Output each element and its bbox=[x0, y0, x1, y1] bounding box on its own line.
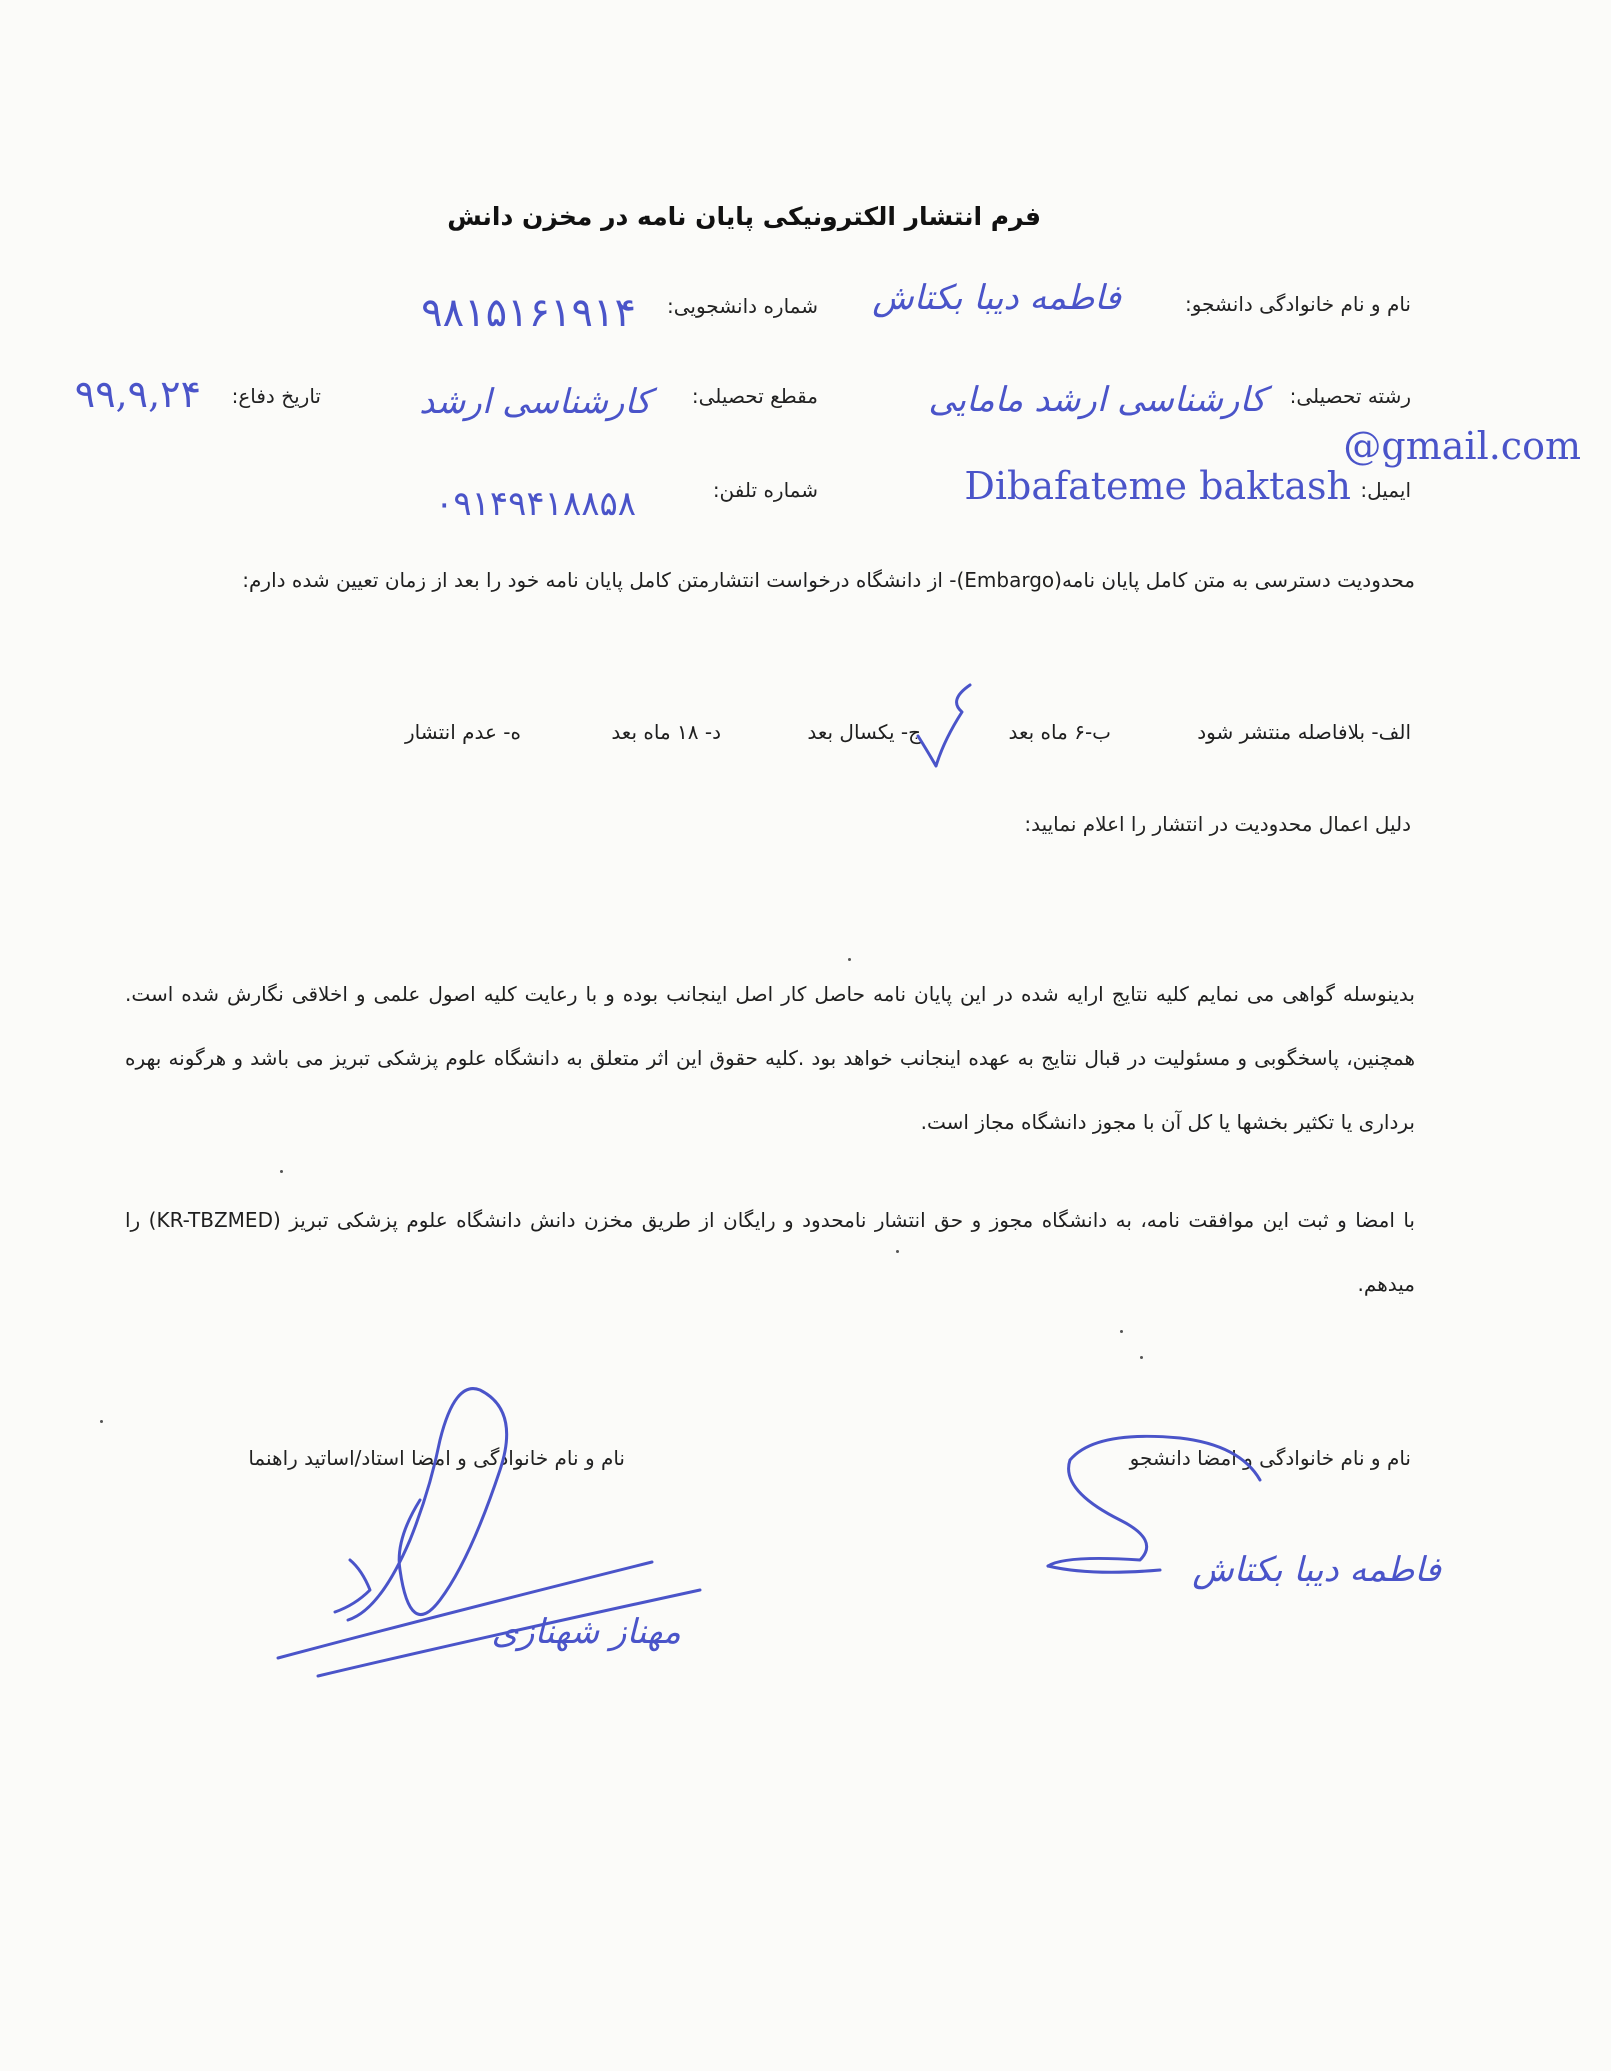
student-id-label: شماره دانشجویی: bbox=[667, 294, 818, 318]
email-handwritten: Dibafateme baktash bbox=[964, 464, 1351, 508]
student-name-label: نام و نام خانوادگی دانشجو: bbox=[1184, 292, 1411, 316]
scan-speck bbox=[1120, 1330, 1123, 1333]
email-label: ایمیل: bbox=[1360, 478, 1411, 502]
scan-speck bbox=[1140, 1356, 1143, 1359]
student-signature-label: نام و نام خانوادگی و امضا دانشجو bbox=[1129, 1446, 1411, 1470]
defense-date-handwritten: ۹۹,۹,۲۴ bbox=[74, 372, 201, 416]
check-mark-icon bbox=[918, 685, 970, 766]
embargo-text: محدودیت دسترسی به متن کامل پایان نامه(Embargo)- از دانشگاه درخواست انتشارمتن کامل پایان نامه خود را بعد از زمان تعیین شده دارم: bbox=[242, 568, 1415, 592]
reason-label: دلیل اعمال محدودیت در انتشار را اعلام نمایید: bbox=[1024, 812, 1411, 836]
option-6-months[interactable]: ب-۶ ماه بعد bbox=[1008, 720, 1111, 744]
scan-speck bbox=[100, 1420, 103, 1423]
scan-speck bbox=[896, 1250, 899, 1253]
form-title: فرم انتشار الکترونیکی پایان نامه در مخزن دانش bbox=[447, 202, 1041, 231]
consent-text: با امضا و ثبت این موافقت نامه، به دانشگاه مجوز و حق انتشار نامحدود و رایگان از طریق مخزن دانش دانشگاه علوم پزشکی تبریز (KR-TBZMED) را میدهم. bbox=[125, 1208, 1415, 1296]
option-no-publish[interactable]: ه- عدم انتشار bbox=[405, 720, 521, 744]
student-name-handwritten: فاطمه دیبا بکتاش bbox=[872, 278, 1121, 318]
student-id-handwritten: ۹۸۱۵۱۶۱۹۱۴ bbox=[421, 290, 636, 336]
certification-text: بدینوسله گواهی می نمایم کلیه نتایج ارایه شده در این پایان نامه حاصل کار اصل اینجانب بوده و با رعایت کلیه اصول علمی و اخلاقی نگارش شده است. همچنین، پاسخگوبی و مسئولیت در قبال نتایج به عهده اینجانب خواهد بود .کلیه حقوق این اثر متعلق به دانشگاه علوم پزشکی تبریز می باشد و هرگونه بهره برداری یا تکثیر بخشها یا کل آن با مجوز دانشگاه مجاز است. bbox=[125, 982, 1415, 1134]
email-domain-handwritten: @gmail.com bbox=[1343, 424, 1581, 468]
student-signature-icon bbox=[1048, 1436, 1260, 1566]
option-18-months[interactable]: د- ۱۸ ماه بعد bbox=[611, 720, 721, 744]
defense-date-label: تاریخ دفاع: bbox=[231, 384, 321, 408]
degree-handwritten: کارشناسی ارشد bbox=[419, 382, 651, 422]
scan-speck bbox=[848, 958, 851, 961]
phone-label: شماره تلفن: bbox=[712, 478, 818, 502]
advisor-signature-label: نام و نام خانوادگی و امضا استاد/اساتید راهنما bbox=[248, 1446, 625, 1470]
degree-label: مقطع تحصیلی: bbox=[691, 384, 818, 408]
major-handwritten: کارشناسی ارشد مامایی bbox=[928, 380, 1266, 420]
advisor-signature-name: مهناز شهنازی bbox=[491, 1612, 681, 1652]
phone-handwritten: ۰۹۱۴۹۴۱۸۸۵۸ bbox=[435, 484, 636, 524]
option-1-year[interactable]: ج- یکسال بعد bbox=[807, 720, 921, 744]
scan-speck bbox=[280, 1170, 283, 1173]
major-label: رشته تحصیلی: bbox=[1289, 384, 1411, 408]
advisor-signature-icon bbox=[348, 1389, 507, 1620]
option-immediate[interactable]: الف- بلافاصله منتشر شود bbox=[1197, 720, 1411, 744]
student-signature-name: فاطمه دیبا بکتاش bbox=[1192, 1550, 1441, 1590]
